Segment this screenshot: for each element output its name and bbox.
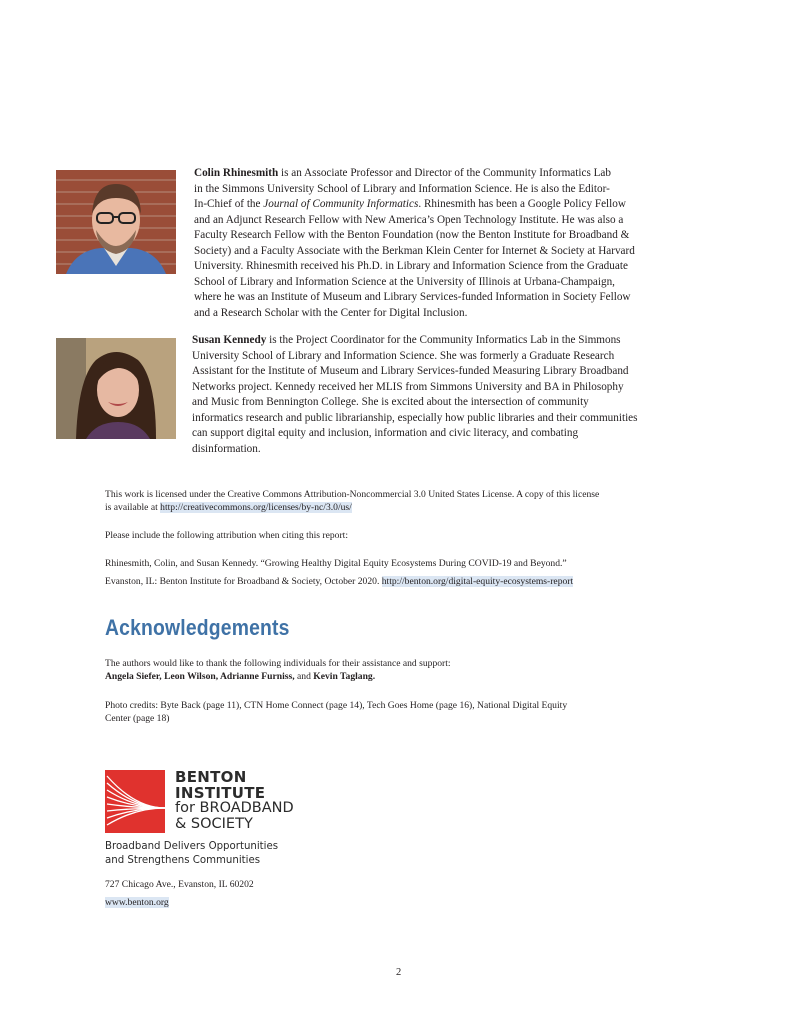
- page-number: 2: [396, 967, 402, 978]
- license-statement: This work is licensed under the Creative Commons Attribution-Noncommercial 3.0 United States License. A copy of this license is available at http://creativecommons.org/licenses/by-nc/3.0/us/: [105, 489, 600, 514]
- website-wrapper: [105, 896, 705, 909]
- bio-name: Susan Kennedy: [192, 334, 267, 346]
- acknowledgements-body: The authors would like to thank the following individuals for their assistance and support: Angela Siefer, Leon Wilson, Adrianne Furniss, and Kevin Taglang.: [105, 658, 451, 683]
- license-link[interactable]: http://creativecommons.org/licenses/by-nc/3.0/us/: [160, 502, 352, 514]
- logo-institute: INSTITUTE: [175, 784, 266, 802]
- acknowledgements-heading: Acknowledgements: [105, 615, 290, 640]
- bio-name: Colin Rhinesmith: [194, 167, 279, 179]
- thanked-names: Angela Siefer, Leon Wilson, Adrianne Furniss,: [105, 671, 295, 683]
- attribution-note: Please include the following attribution when citing this report:: [105, 530, 348, 541]
- tagline: Broadband Delivers Opportunities and Strengthens Communities: [105, 841, 279, 866]
- thanked-last-name: Kevin Taglang.: [313, 671, 376, 683]
- journal-title: Journal of Community Informatics: [263, 198, 419, 210]
- logo-society: & SOCIETY: [175, 816, 253, 832]
- logo-benton: BENTON: [175, 768, 247, 786]
- report-link[interactable]: http://benton.org/digital-equity-ecosystems-report: [381, 576, 574, 587]
- colin-rhinesmith-photo: [56, 170, 176, 274]
- susan-kennedy-photo: [56, 338, 176, 439]
- citation: Rhinesmith, Colin, and Susan Kennedy. “Growing Healthy Digital Equity Ecosystems During COVID-19 and Beyond.” Evanston, IL: Benton Institute for Broadband & Society, October 2020. http://benton.org/digital-equity-ecosystems-report: [105, 558, 574, 587]
- benton-logo: [105, 770, 325, 835]
- website-link[interactable]: www.benton.org: [105, 897, 169, 908]
- photo-credits: Photo credits: Byte Back (page 11), CTN Home Connect (page 14), Tech Goes Home (page 16), National Digital Equity Center (page 18): [105, 700, 568, 725]
- colin-bio: Colin Rhinesmith is an Associate Professor and Director of the Community Informatics Lab in the Simmons University School of Library and Information Science. He is also the Editor- In-Chief of the Journal of Community Informatics. Rhinesmith has been a Google Policy Fellow and an Adjunct Research Fellow with New America’s Open Technology Institute. He was also a Faculty Research Fellow with the Benton Foundation (now the Benton Institute for Broadband & Society) and a Faculty Associate with the Berkman Klein Center for Internet & Society at Harvard University. Rhinesmith received his Ph.D. in Library and Information Science from the Graduate School of Library and Information Science at the University of Illinois at Urbana-Champaign, where he was an Institute of Museum and Library Services-funded Information in Society Fellow and a Research Scholar with the Center for Digital Inclusion.: [194, 167, 635, 319]
- address: 727 Chicago Ave., Evanston, IL 60202: [105, 879, 254, 890]
- benton-logo-mark: [105, 770, 165, 833]
- susan-bio: Susan Kennedy is the Project Coordinator for the Community Informatics Lab in the Simmons University School of Library and Information Science. She was formerly a Graduate Research Assistant for the Institute of Museum and Library Services-funded Measuring Library Broadband Networks project. Kennedy received her MLIS from Simmons University and BA in Philosophy and Music from Bennington College. She is excited about the intersection of community informatics research and public librarianship, especially how public libraries and their communities can support digital equity and inclusion, information and civic literacy, and combating disinformation.: [192, 334, 638, 455]
- logo-for-broadband: for BROADBAND: [175, 800, 294, 816]
- portrait-image: [56, 338, 176, 439]
- portrait-image: [56, 170, 176, 274]
